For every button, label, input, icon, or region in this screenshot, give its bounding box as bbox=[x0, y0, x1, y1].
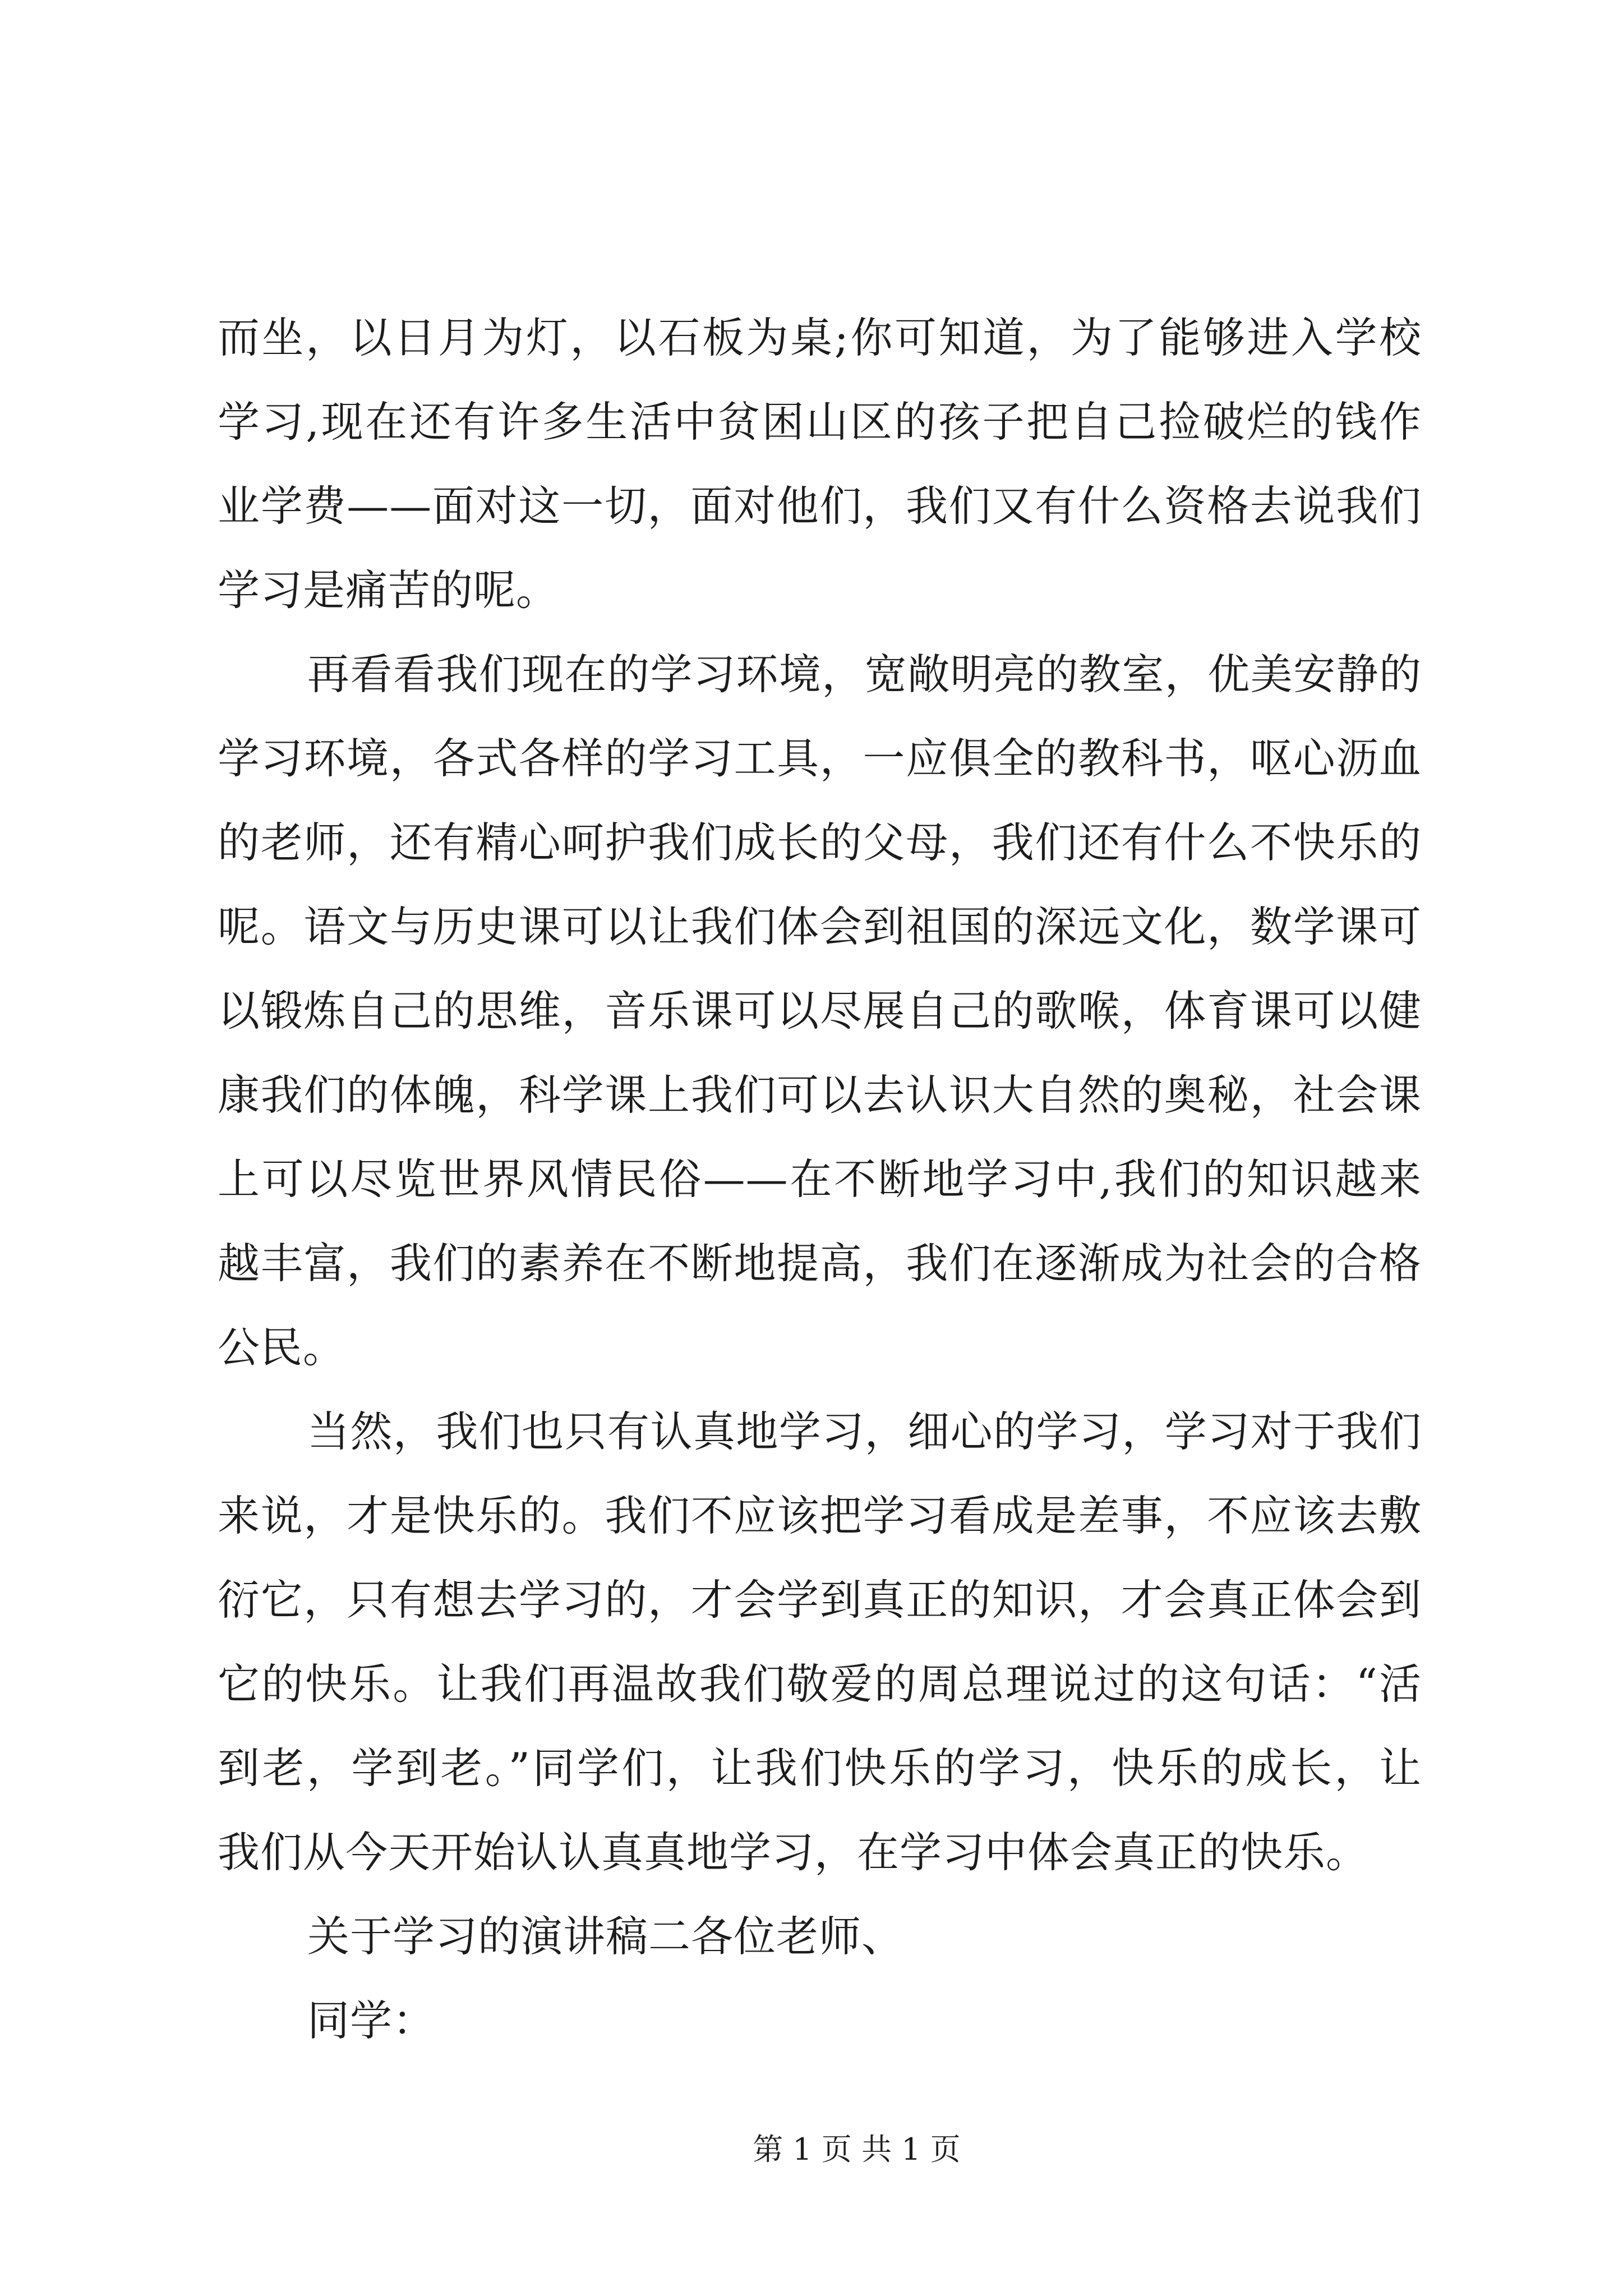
text-line: 以锻炼自己的思维，音乐课可以尽展自己的歌喉，体育课可以健 bbox=[218, 986, 1422, 1036]
text-line: 而坐，以日月为灯，以石板为桌;你可知道，为了能够进入学校 bbox=[218, 313, 1422, 362]
paragraph bbox=[218, 1894, 1422, 1978]
text-line: 业学费——面对这一切，面对他们，我们又有什么资格去说我们 bbox=[218, 481, 1422, 531]
paragraph bbox=[218, 296, 1422, 632]
text-line: 学习,现在还有许多生活中贫困山区的孩子把自己捡破烂的钱作 bbox=[218, 397, 1422, 447]
page-number-footer: 第 1 页 共 1 页 bbox=[753, 2132, 961, 2167]
text-line: 上可以尽览世界风情民俗——在不断地学习中,我们的知识越来 bbox=[218, 1154, 1422, 1204]
text-line: 衍它，只有想去学习的，才会学到真正的知识，才会真正体会到 bbox=[218, 1575, 1422, 1625]
text-line: 同学： bbox=[307, 1996, 436, 2045]
text-line: 的老师，还有精心呵护我们成长的父母，我们还有什么不快乐的 bbox=[218, 818, 1422, 867]
text-line: 来说，才是快乐的。我们不应该把学习看成是差事，不应该去敷 bbox=[218, 1491, 1422, 1540]
paragraph bbox=[218, 1978, 1422, 2063]
text-line: 到老，学到老。”同学们，让我们快乐的学习，快乐的成长，让 bbox=[218, 1743, 1422, 1793]
text-line: 康我们的体魄，科学课上我们可以去认识大自然的奥秘，社会课 bbox=[218, 1070, 1422, 1120]
text-line: 再看看我们现在的学习环境，宽敞明亮的教室，优美安静的 bbox=[307, 650, 1422, 699]
text-line: 当然，我们也只有认真地学习，细心的学习，学习对于我们 bbox=[307, 1407, 1422, 1456]
paragraph bbox=[218, 1389, 1422, 1894]
paragraph bbox=[218, 632, 1422, 1389]
text-line: 我们从今天开始认认真真地学习，在学习中体会真正的快乐。 bbox=[218, 1828, 1369, 1877]
text-line: 它的快乐。让我们再温故我们敬爱的周总理说过的这句话：“活 bbox=[218, 1659, 1422, 1709]
text-line: 学习环境，各式各样的学习工具，一应俱全的教科书，呕心沥血 bbox=[218, 734, 1422, 783]
text-line: 公民。 bbox=[218, 1323, 346, 1372]
body-text bbox=[218, 296, 1422, 2063]
text-line: 学习是痛苦的呢。 bbox=[218, 565, 559, 615]
text-line: 关于学习的演讲稿二各位老师、 bbox=[307, 1912, 905, 1961]
text-line: 越丰富，我们的素养在不断地提高，我们在逐渐成为社会的合格 bbox=[218, 1239, 1422, 1288]
text-line: 呢。语文与历史课可以让我们体会到祖国的深远文化，数学课可 bbox=[218, 902, 1422, 951]
